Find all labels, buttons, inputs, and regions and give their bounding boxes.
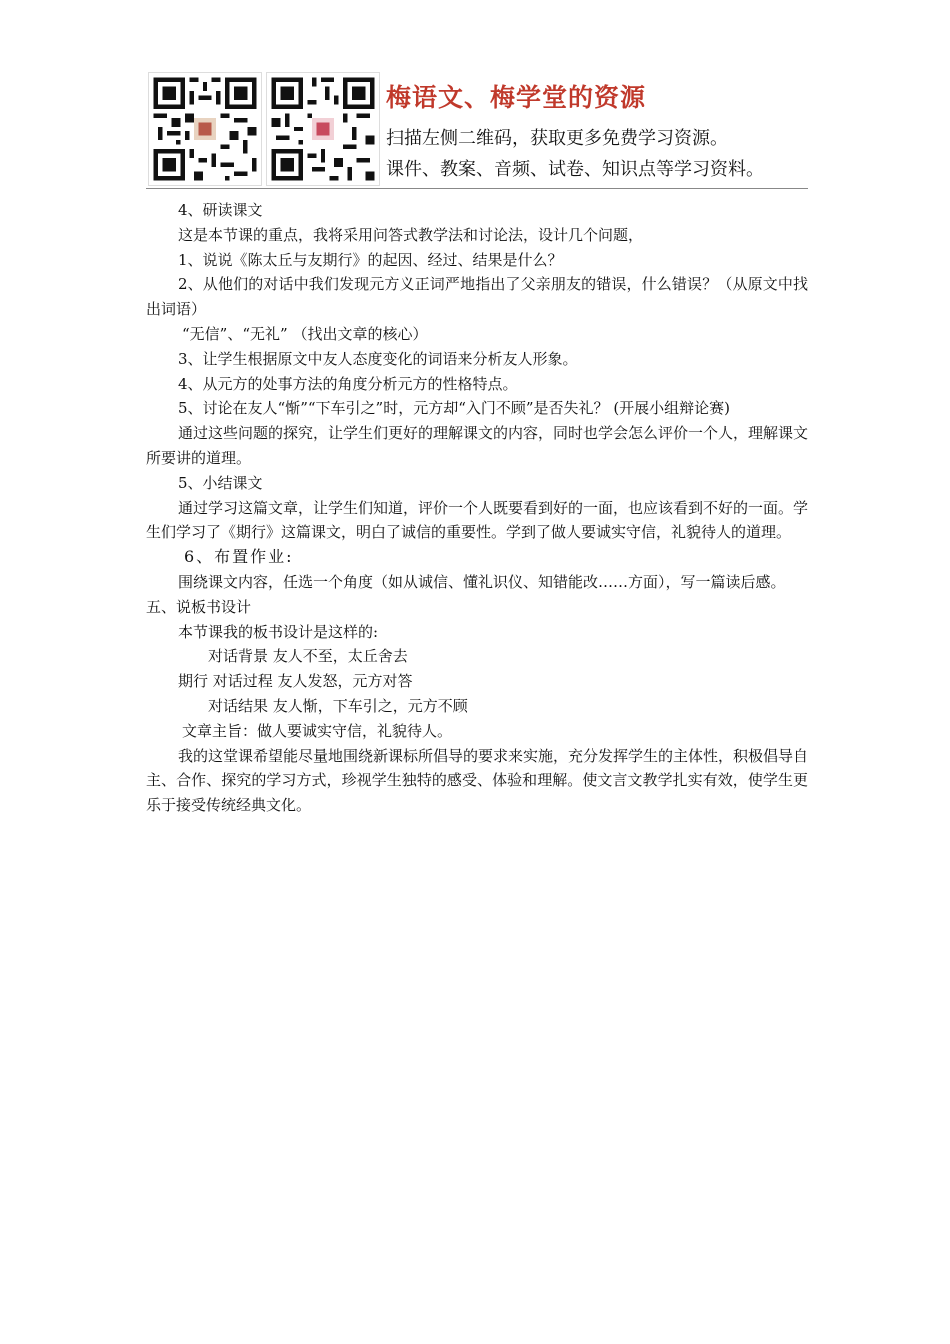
paragraph: 这是本节课的重点，我将采用问答式教学法和讨论法，设计几个问题， [178, 225, 644, 244]
divider [146, 188, 808, 189]
header-banner [146, 72, 808, 190]
section-heading: 6、布置作业: [184, 547, 294, 567]
paragraph: 我的这堂课希望能尽量地围绕新课标所倡导的要求来实施，充分发挥学生的主体性，积极倡导自主、合作、探究的学习方式，珍视学生独特的感受、体验和理解。使文言文教学扎实有效，使学生更乐于接受传统经典文化。 [146, 746, 809, 815]
board-line: 期行 对话过程 友人发怒，元方对答 [178, 672, 413, 691]
qr-code-image [148, 72, 262, 186]
board-line: 对话结果 友人惭，下车引之，元方不顾 [208, 696, 468, 715]
board-line: 文章主旨：做人要诚实守信，礼貌待人。 [182, 721, 453, 740]
question-item: 2、从他们的对话中我们发现元方义正词严地指出了父亲朋友的错误，什么错误？（从原文中找出词语） [146, 275, 808, 319]
question-item: 1、说说《陈太丘与友期行》的起因、经过、结果是什么？ [178, 250, 563, 269]
banner-subtitle: 扫描左侧二维码，获取更多免费学习资源。 [386, 128, 728, 149]
question-item: 4、从元方的处事方法的角度分析元方的性格特点。 [178, 374, 518, 393]
question-item: 5、讨论在友人“惭”“下车引之”时，元方却“入门不顾”是否失礼？ (开展小组辩论赛) [178, 399, 731, 418]
document-body [146, 198, 808, 818]
paragraph: 围绕课文内容，任选一个角度（如从诚信、懂礼识仪、知错能改……方面），写一篇读后感。 [178, 572, 786, 591]
qr-code-image [266, 72, 380, 186]
paragraph: 通过这些问题的探究，让学生们更好的理解课文的内容，同时也学会怎么评价一个人，理解课文所要讲的道理。 [146, 424, 809, 467]
banner-title: 梅语文、梅学堂的资源 [386, 83, 647, 112]
answer-line: “无信”、“无礼” （找出文章的核心） [182, 324, 428, 343]
banner-subtitle: 课件、教案、音频、试卷、知识点等学习资料。 [386, 159, 764, 180]
paragraph: 通过学习这篇文章，让学生们知道，评价一个人既要看到好的一面，也应该看到不好的一面。学生们学习了《期行》这篇课文，明白了诚信的重要性。学到了做人要诚实守信，礼貌待人的道理。 [146, 498, 809, 542]
paragraph: 本节课我的板书设计是这样的: [178, 622, 379, 641]
section-heading: 五、说板书设计 [146, 597, 252, 616]
section-heading: 4、研读课文 [178, 201, 263, 219]
board-line: 对话背景 友人不至，太丘舍去 [208, 647, 408, 666]
question-item: 3、让学生根据原文中友人态度变化的词语来分析友人形象。 [178, 349, 578, 368]
section-heading: 5、小结课文 [178, 473, 263, 492]
